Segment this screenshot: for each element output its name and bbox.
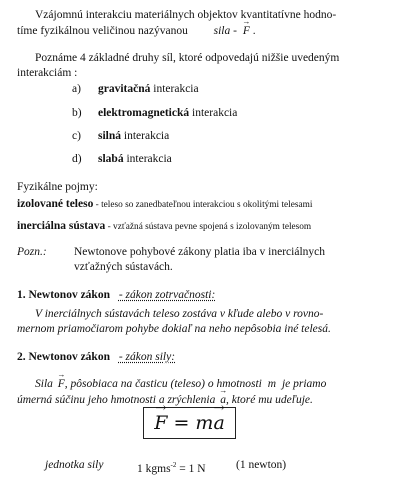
force-vector-symbol: → F — [58, 377, 65, 392]
force-list-item — [72, 152, 172, 167]
force-list-item — [72, 106, 237, 121]
acceleration-vector-symbol: → a — [220, 393, 226, 408]
concept-definition: - vzťažná sústava pevne spojená s izolovaným telesom — [105, 222, 312, 232]
law-2-text-line-1 — [35, 377, 326, 392]
note-line-1: Newtonove pohybové zákony platia iba v inerciálnych — [74, 246, 326, 258]
concept-term: inerciálna sústava — [17, 220, 106, 232]
formula-force: → F — [154, 412, 167, 434]
force-list-item — [72, 129, 169, 144]
note-label: Pozn.: — [17, 246, 47, 258]
law-2-heading — [17, 350, 175, 365]
list-marker: c) — [72, 130, 81, 142]
concepts-heading: Fyzikálne pojmy: — [17, 181, 98, 193]
force-name: gravitačná — [98, 83, 151, 95]
unit-exponent: -2 — [170, 461, 177, 469]
force-name: slabá — [98, 153, 124, 165]
law-1-text-line-2: mernom priamočiarom pohybe dokiaľ na neho nepôsobia iné telesá. — [17, 323, 331, 335]
unit-value — [137, 458, 206, 477]
intro-line-2-end: . — [252, 25, 256, 37]
force-list-item — [72, 82, 199, 97]
intro-line-2-text: tíme fyzikálnou veličinou nazývanou — [17, 25, 188, 37]
unit-value-b: = 1 N — [176, 462, 206, 475]
force-suffix: interakcia — [189, 107, 238, 119]
law-1-heading — [17, 288, 215, 303]
forces-intro-line-1: Poznáme 4 základné druhy síl, ktoré odpovedajú nižšie uvedeným — [35, 52, 340, 64]
formula-box — [143, 407, 236, 439]
list-marker: d) — [72, 153, 82, 165]
mass-symbol: m — [267, 378, 277, 390]
law-2-text-b: , pôsobiaca na časticu (teleso) o hmotnosti — [64, 378, 262, 390]
concept-isolated-body — [17, 197, 312, 213]
law-1-subtitle: - zákon zotrvačnosti: — [118, 289, 216, 301]
list-marker: b) — [72, 107, 82, 119]
intro-line-2 — [17, 24, 256, 39]
law-2-text-a: Sila — [35, 378, 53, 390]
unit-value-a: 1 kgms — [137, 462, 171, 475]
law-2-text-e: , ktoré mu udeľuje. — [225, 394, 313, 406]
force-name: silná — [98, 130, 122, 142]
unit-name: (1 newton) — [236, 459, 287, 471]
formula-acceleration: → a — [213, 412, 224, 434]
list-marker: a) — [72, 83, 81, 95]
intro-line-1: Vzájomnú interakciu materiálnych objektov kvantitatívne hodno- — [35, 9, 337, 21]
unit-label: jednotka sily — [45, 459, 104, 471]
concept-definition: - teleso so zanedbateľnou interakciou s okolitými telesami — [93, 200, 313, 210]
formula-equals-mass: = m — [167, 412, 214, 434]
force-name: elektromagnetická — [98, 107, 190, 119]
note-line-2: vzťažných sústavách. — [74, 261, 173, 273]
law-2-text-c: je priamo — [281, 378, 327, 390]
force-vector-symbol: → F — [243, 24, 250, 39]
force-suffix: interakcia — [121, 130, 170, 142]
law-1-text-line-1: V inerciálnych sústavách teleso zostáva v kľude alebo v rovno- — [35, 308, 324, 320]
law-2-text-d: úmerná súčinu jeho hmotnosti a zrýchlenia — [17, 394, 216, 406]
force-term: sila - — [213, 25, 237, 37]
force-suffix: interakcia — [150, 83, 199, 95]
law-2-subtitle: - zákon sily: — [118, 351, 176, 363]
force-suffix: interakcia — [123, 153, 172, 165]
concept-inertial-frame — [17, 219, 311, 235]
law-1-title: 1. Newtonov zákon — [17, 289, 110, 301]
law-2-title: 2. Newtonov zákon — [17, 351, 110, 363]
concept-term: izolované teleso — [17, 198, 94, 210]
forces-intro-line-2: interakciám : — [17, 67, 78, 79]
